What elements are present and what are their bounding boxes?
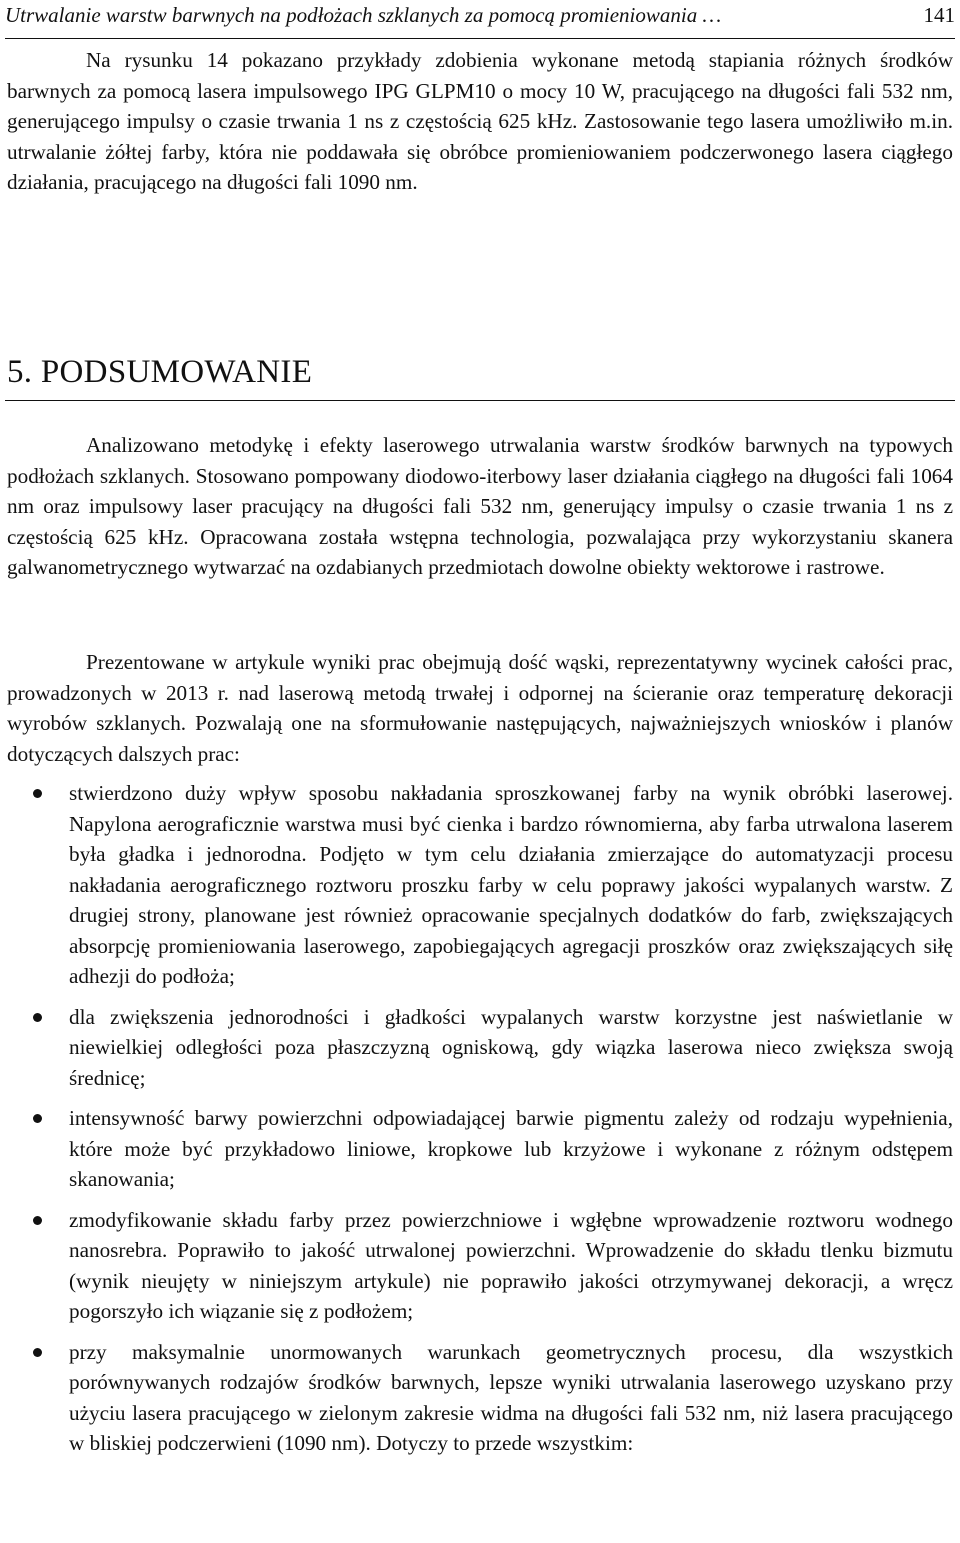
list-item-text: dla zwiększenia jednorodności i gładkości wypalanych warstw korzystne jest naświetlanie w niewielkiej odległości poza płaszczyzną ogniskową, gdy wiązka laserowa nieco zwiększa swoją średnicę; — [69, 1004, 953, 1090]
list-item — [7, 1103, 953, 1195]
section-heading — [5, 350, 955, 401]
section-heading-text: 5. PODSUMOWANIE — [7, 354, 313, 390]
running-header — [5, 0, 955, 39]
bullet-icon — [33, 1216, 42, 1225]
bullet-icon — [33, 789, 42, 798]
list-item-text: intensywność barwy powierzchni odpowiadającej barwie pigmentu zależy od rodzaju wypełnienia, które może być przykładowo liniowe, kropkowe lub krzyżowe i wykonane z różnym odstępem skanowania; — [69, 1106, 953, 1191]
page-number: 141 — [923, 3, 955, 27]
list-item-text: stwierdzono duży wpływ sposobu nakładania sproszkowanej farby na wynik obróbki laserowej. Napylona aerograficznie warstwa musi być cienka i bardzo równomierna, aby farba utrwalona laserem była gładka i jednorodna. Podjęto w tym celu działania zmierzające do automatyzacji procesu nakładania aerograficznego roztworu proszku farby w celu poprawy jakości wypalanych warstw. Z drugiej strony, planowane jest również opracowanie specjalnych dodatków do farb, zwiększających absorpcję promieniowania laserowego, zapobiegających agregacji proszków oraz zwiększających siłę adhezji do podłoża; — [69, 781, 953, 988]
bullet-icon — [33, 1013, 42, 1022]
bullet-icon — [33, 1348, 42, 1357]
list-item-text: przy maksymalnie unormowanych warunkach geometrycznych procesu, dla wszystkich porównywanych rodzajów środków barwnych, lepsze wyniki utrwalania laserowego uzyskano przy użyciu lasera pracującego w zielonym zakresie widma na długości fali 532 nm, niż lasera pracującego w bliskiej podczerwieni (1090 nm). Dotyczy to przede wszystkim: — [69, 1339, 953, 1455]
summary-paragraph: Analizowano metodykę i efekty laserowego utrwalania warstw środków barwnych na typowych podłożach szklanych. Stosowano pompowany diodowo-iterbowy laser działania ciągłego na długości fali 1064 nm oraz impulsowy laser pracujący na długości fali 532 nm, generujący impulsy o czasie trwania 1 ns z częstością 625 kHz. Opracowana została wstępna technologia, pozwalająca przy wykorzystaniu skanera galwanometrycznego wytwarzać na ozdabianych przedmiotach dowolne obiekty wektorowe i rastrowe. — [7, 433, 953, 579]
conclusions-list — [7, 778, 953, 1469]
list-item — [7, 1337, 953, 1459]
list-item — [7, 778, 953, 992]
intro-paragraph: Na rysunku 14 pokazano przykłady zdobienia wykonane metodą stapiania różnych środków barwnych za pomocą lasera impulsowego IPG GLPM10 o mocy 10 W, pracującego na długości fali 532 nm, generującego impulsy o czasie trwania 1 ns z częstością 625 kHz. Zastosowanie tego lasera umożliwiło m.in. utrwalanie żółtej farby, która nie poddawała się obróbce promieniowaniem podczerwonego lasera ciągłego działania, pracującego na długości fali 1090 nm. — [7, 48, 953, 194]
list-item-text: zmodyfikowanie składu farby przez powierzchniowe i wgłębne wprowadzenie roztworu wodnego nanosrebra. Poprawiło to jakość utrwalonej powierzchni. Wprowadzenie do składu tlenku bizmutu (wynik nieujęty w niniejszym artykule) nie poprawiło jakości otrzymywanej dekoracji, a wręcz pogorszyło ich wiązanie się z podłożem; — [69, 1207, 953, 1323]
list-item — [7, 1205, 953, 1327]
list-item — [7, 1002, 953, 1094]
summary-paragraph: Prezentowane w artykule wyniki prac obejmują dość wąski, reprezentatywny wycinek całości prac, prowadzonych w 2013 r. nad laserową metodą trwałej i odpornej na ścieranie oraz temperaturę dekoracji wyrobów szklanych. Pozwalają one na sformułowanie następujących, najważniejszych wniosków i planów dotyczących dalszych prac: — [7, 650, 953, 766]
bullet-icon — [33, 1114, 42, 1123]
running-title: Utrwalanie warstw barwnych na podłożach szklanych za pomocą promieniowania … — [5, 3, 722, 27]
